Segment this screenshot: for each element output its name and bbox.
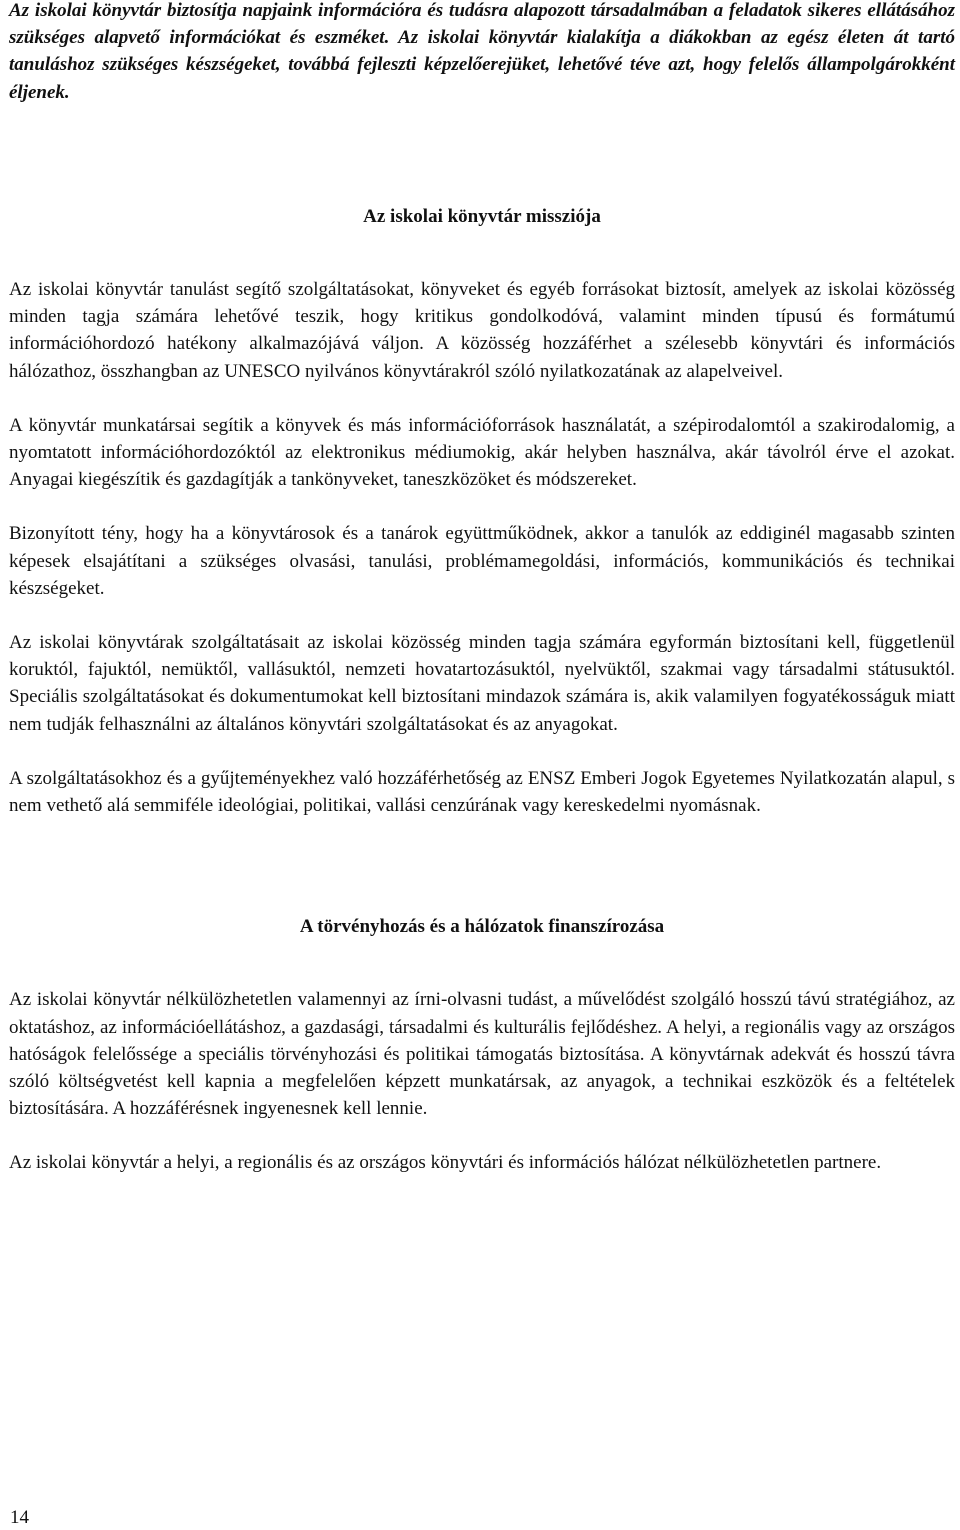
mission-paragraph-3: Bizonyított tény, hogy ha a könyvtárosok és a tanárok együttműködnek, akkor a tanulók az eddiginél magasabb szinten képesek elsajátítani a szükséges olvasási, tanulási, problémamegoldási, információs, kommunikációs és technikai készségeket. (9, 523, 955, 599)
section-heading-mission: Az iskolai könyvtár missziója (363, 205, 601, 227)
section-heading-legislation: A törvényhozás és a hálózatok finanszírozása (299, 916, 665, 938)
legislation-paragraph-2: Az iskolai könyvtár a helyi, a regionális és az országos könyvtári és információs hálózat nélkülözhetetlen partnere. (9, 1152, 882, 1174)
mission-paragraph-5: A szolgáltatásokhoz és a gyűjteményekhez való hozzáférhetőség az ENSZ Emberi Jogok Egyetemes Nyilatkozatán alapul, s nem vethető alá semmiféle ideológiai, politikai, vallási cenzúrának vagy kereskedelmi nyomásnak. (9, 767, 955, 817)
page-number: 14 (10, 1507, 29, 1528)
page-content (9, 0, 955, 1177)
mission-paragraph-4: Az iskolai könyvtárak szolgáltatásait az iskolai közösség minden tagja számára egyformán biztosítani kell, függetlenül koruktól, fajuktól, nemüktől, vallásuktól, nemzeti hovatartozásuktól, nyelvüktől, szakmai vagy társadalmi státusuktól. Speciális szolgáltatásokat és dokumentumokat kell biztosítani mindazok számára is, akik valamilyen fogyatékosságuk miatt nem tudják felhasználni az általános könyvtári szolgáltatásokat és az anyagokat. (9, 632, 955, 735)
mission-paragraph-1: Az iskolai könyvtár tanulást segítő szolgáltatásokat, könyveket és egyéb forrásokat biztosít, amelyek az iskolai közösség minden tagja számára lehetővé teszik, hogy kritikus gondolkodóvá, valamint minden típusú és formátumú információhordozó hatékony alkalmazójává váljon. A közösség hozzáférhet a szélesebb könyvtári és információs hálózathoz, összhangban az UNESCO nyilvános könyvtárakról szóló nyilatkozatának az alapelveivel. (9, 279, 955, 382)
intro-paragraph: Az iskolai könyvtár biztosítja napjaink információra és tudásra alapozott társadalmában a feladatok sikeres ellátásához szükséges alapvető információkat és eszméket. Az iskolai könyvtár kialakítja a diákokban az egész életen át tartó tanuláshoz szükséges készségeket, továbbá fejleszti képzelőerejüket, lehetővé téve azt, hogy felelős állampolgárokként éljenek. (9, 0, 955, 103)
legislation-paragraph-1: Az iskolai könyvtár nélkülözhetetlen valamennyi az írni-olvasni tudást, a művelődést szolgáló hosszú távú stratégiához, az oktatáshoz, az információellátáshoz, a gazdasági, társadalmi és kulturális fejlődéshez. A helyi, a regionális vagy az országos hatóságok felelőssége a speciális törvényhozási és politikai támogatás biztosítása. A könyvtárnak adekvát és hosszú távra szóló költségvetést kell kapnia a megfelelően képzett munkatársak, az anyagok, a technikai eszközök és a feltételek biztosítására. A hozzáférésnek ingyenesnek kell lennie. (9, 989, 955, 1120)
mission-paragraph-2: A könyvtár munkatársai segítik a könyvek és más információforrások használatát, a szépirodalomtól a szakirodalomig, a nyomtatott információhordozóktól az elektronikus médiumokig, akár helyben használva, akár távolról érve el azokat. Anyagai kiegészítik és gazdagítják a tankönyveket, taneszközöket és módszereket. (9, 414, 955, 491)
